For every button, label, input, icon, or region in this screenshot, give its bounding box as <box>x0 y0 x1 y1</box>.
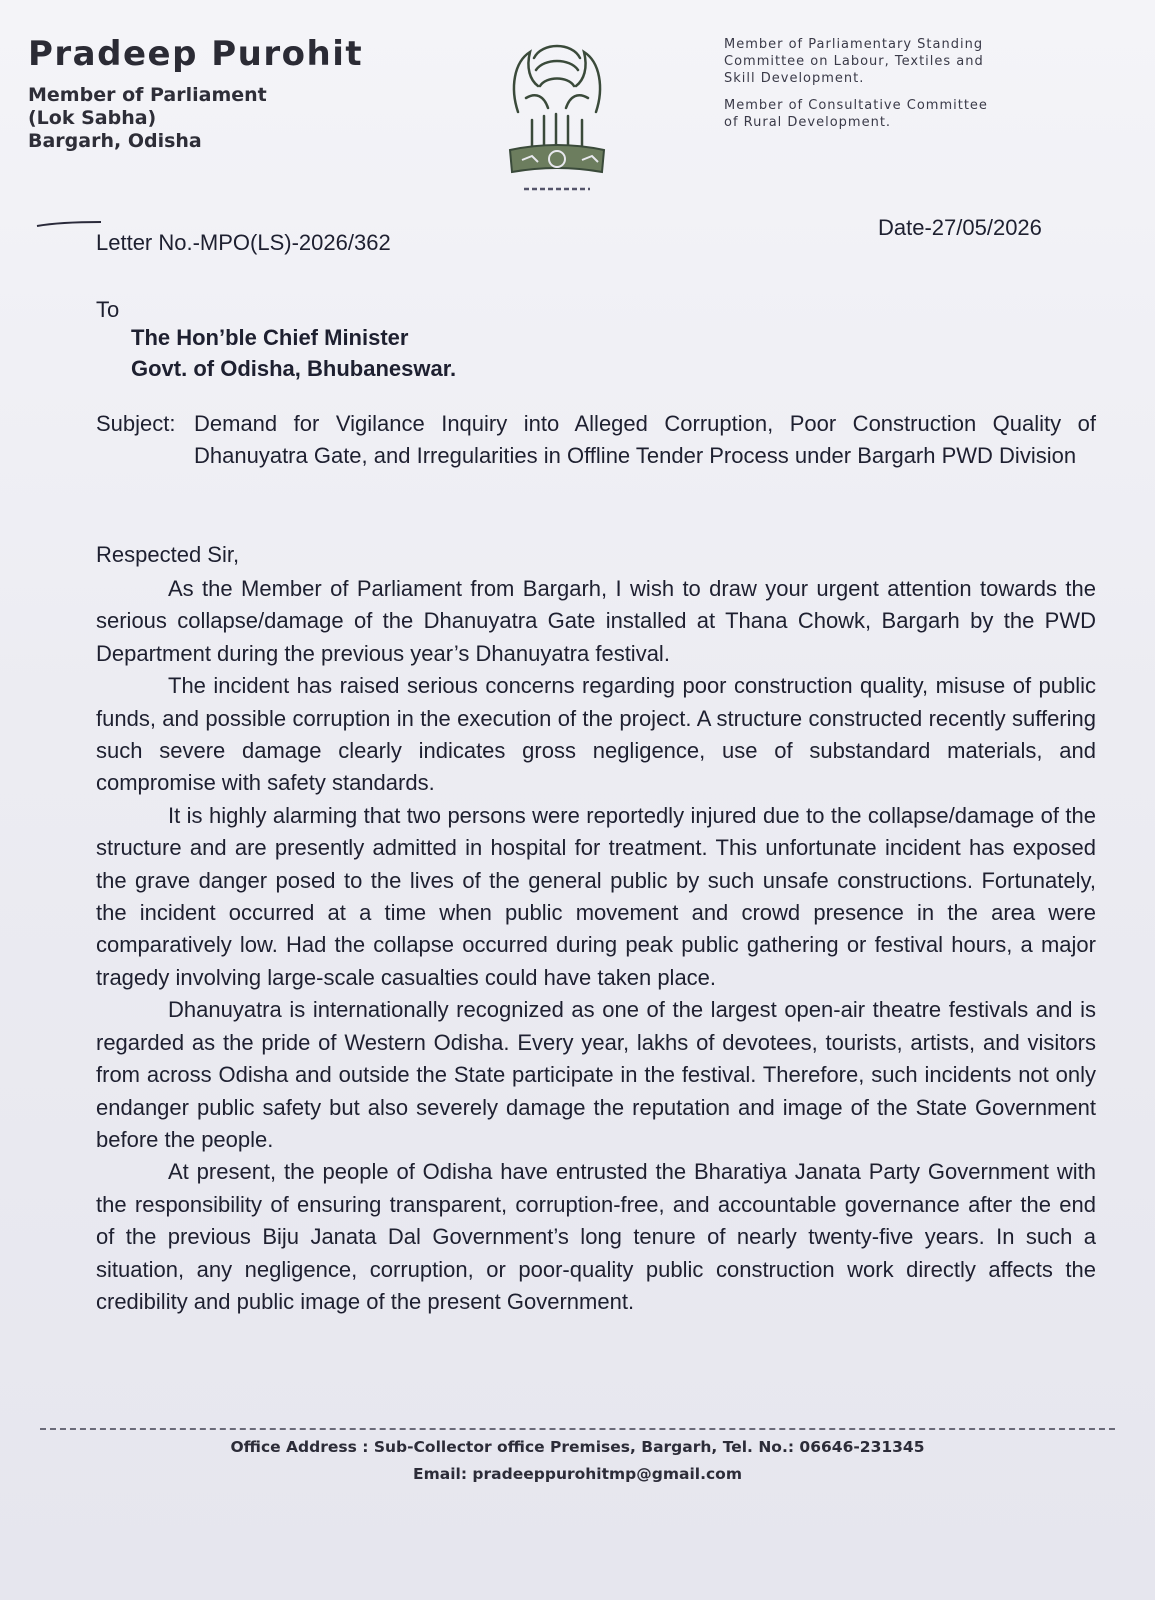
subject-text: Demand for Vigilance Inquiry into Alleged Corruption, Poor Construction Quality of Dhanuyatra Gate, and Irregularities in Offline Tender Process under Bargarh PWD Division <box>194 411 1096 468</box>
committee-line: of Rural Development. <box>724 115 892 130</box>
committee-line: Member of Parliamentary Standing <box>724 37 984 52</box>
footer <box>0 1434 1155 1488</box>
addressee-title: The Hon’ble Chief Minister <box>131 325 409 350</box>
body-paragraph: At present, the people of Odisha have entrusted the Bharatiya Janata Party Government with the responsibility of ensuring transparent, corruption-free, and accountable governance after the end of the previous Biju Janata Dal Government’s long tenure of nearly twenty-five years. In such a situation, any negligence, corruption, or poor-quality public construction work directly affects the credibility and public image of the present Government. <box>96 1159 1096 1314</box>
sender-house: (Lok Sabha) <box>28 107 157 129</box>
letter-date: Date-27/05/2026 <box>878 215 1042 240</box>
to-label: To <box>96 297 120 322</box>
sender-name: Pradeep Purohit <box>28 34 364 74</box>
body-paragraph: Dhanuyatra is internationally recognized as one of the largest open-air theatre festivals and is regarded as the pride of Western Odisha. Every year, lakhs of devotees, tourists, artists, and visitors from across Odisha and outside the State participate in the festival. Therefore, such incidents not only endanger public safety but also severely damage the reputation and image of the State Government before the people. <box>96 997 1096 1152</box>
salutation: Respected Sir, <box>96 542 240 567</box>
committee-line: Committee on Labour, Textiles and <box>724 54 984 69</box>
body-paragraph: The incident has raised serious concerns regarding poor construction quality, misuse of public funds, and possible corruption in the execution of the project. A structure constructed recently suffering such severe damage clearly indicates gross negligence, use of substandard materials, and compromise with safety standards. <box>96 673 1096 796</box>
committee-consultative <box>724 97 1096 131</box>
subject-label: Subject: <box>96 411 176 436</box>
committee-line: Skill Development. <box>724 71 865 86</box>
subject <box>96 408 1096 472</box>
addressee <box>131 322 456 384</box>
letter-body <box>96 573 1096 1318</box>
body-paragraph: It is highly alarming that two persons were reportedly injured due to the collapse/damage of the structure and are presently admitted in hospital for treatment. This unfortunate incident has exposed the grave danger posed to the lives of the general public by such unsafe constructions. Fortunately, the incident occurred at a time when public movement and crowd presence in the area were comparatively low. Had the collapse occurred during peak public gathering or festival hours, a major tragedy involving large-scale casualties could have taken place. <box>96 802 1096 990</box>
national-emblem-icon <box>496 28 618 200</box>
letter-number: Letter No.-MPO(LS)-2026/362 <box>96 230 391 255</box>
body-paragraph: As the Member of Parliament from Bargarh, I wish to draw your urgent attention towards the serious collapse/damage of the Dhanuyatra Gate installed at Thana Chowk, Bargarh by the PWD Department during the previous year’s Dhanuyatra festival. <box>96 576 1096 666</box>
office-address: Office Address : Sub-Collector office Premises, Bargarh, Tel. No.: 06646-231345 <box>230 1438 925 1456</box>
sender-details <box>28 84 267 153</box>
committee-line: Member of Consultative Committee <box>724 98 988 113</box>
committee-memberships <box>724 36 1096 141</box>
footer-divider <box>40 1428 1115 1430</box>
committee-standing <box>724 36 1096 87</box>
sender-designation: Member of Parliament <box>28 84 267 106</box>
pen-mark <box>36 215 102 223</box>
sender-constituency: Bargarh, Odisha <box>28 130 202 152</box>
contact-email: Email: pradeeppurohitmp@gmail.com <box>413 1465 742 1483</box>
addressee-office: Govt. of Odisha, Bhubaneswar. <box>131 356 457 381</box>
